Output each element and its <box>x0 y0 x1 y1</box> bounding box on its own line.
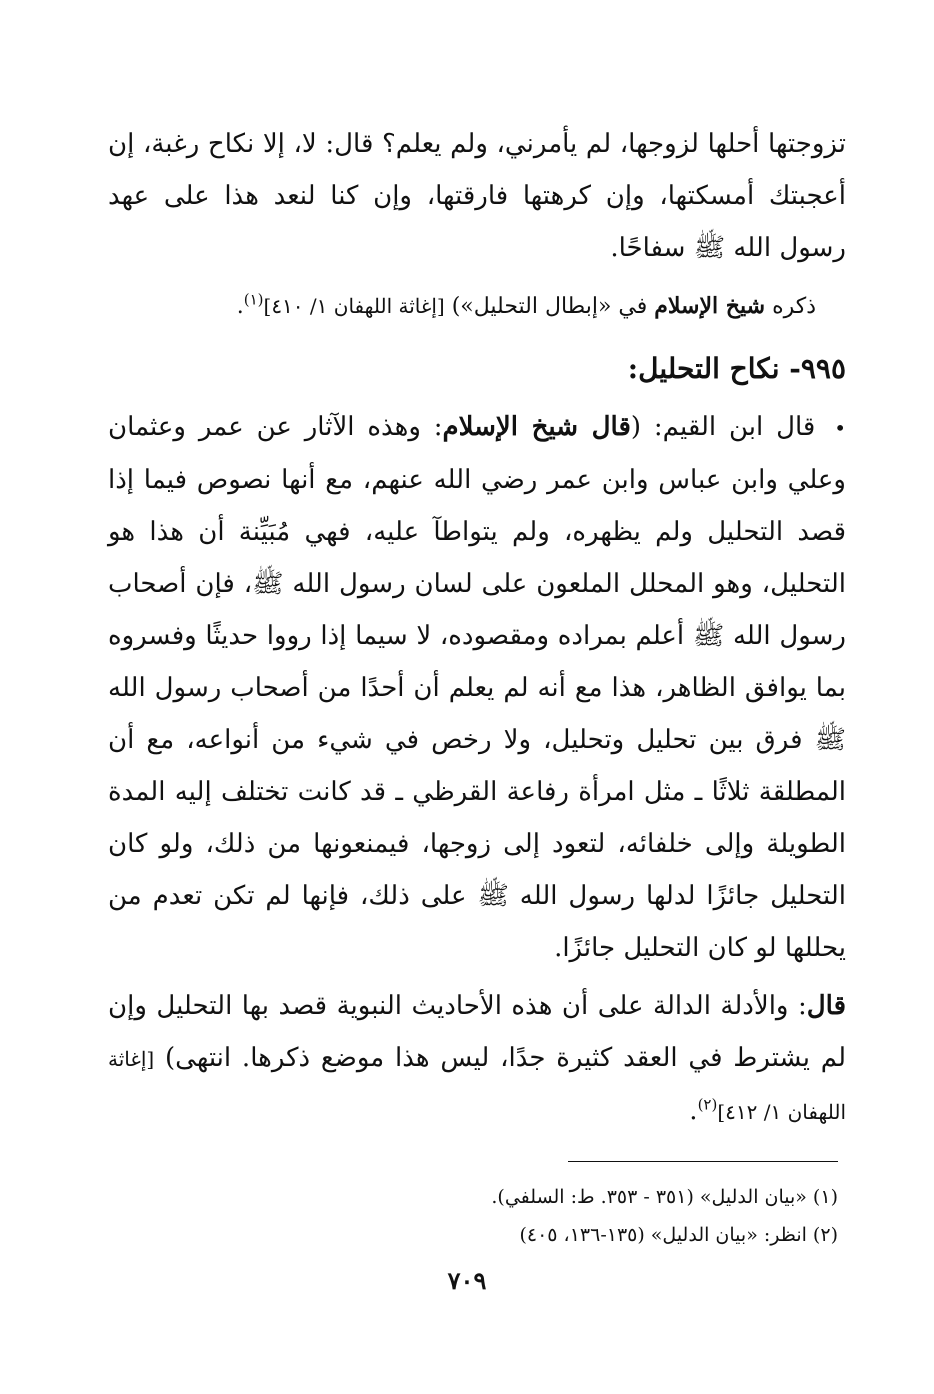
paragraph-main-bold: قال شيخ الإسلام <box>442 412 631 442</box>
paragraph-closing-bold: قال <box>806 991 846 1021</box>
citation-reference: [إغاثة اللهفان ١/ ٤١٠] <box>263 294 445 318</box>
footnote-1: (١) «بيان الدليل» (٣٥١ - ٣٥٣. ط: السلفي). <box>491 1186 838 1208</box>
citation-prefix: ذكره <box>772 294 816 319</box>
footnote-marker-1: (١) <box>243 290 264 309</box>
footnotes <box>108 1178 838 1254</box>
paragraph-main-text: : وهذه الآثار عن عمر وعثمان وعلي وابن عباس وابن عمر رضي الله عنهم، مع أنها نصوص فيما إذا قصد التحليل ولم يظهره، ولم يتواطآ عليه، فهي مُبَيِّنة أن هذا هو التحليل، وهو المحلل الملعون على لسان رسول الله ﷺ، فإن أصحاب رسول الله ﷺ أعلم بمراده ومقصوده، لا سيما إذا رووا حديثًا وفسروه بما يوافق الظاهر، هذا مع أنه لم يعلم أن أحدًا من أصحاب رسول الله ﷺ فرق بين تحليل وتحليل، ولا رخص في شيء من أنواعه، مع أن المطلقة ثلاثًا ـ مثل امرأة رفاعة القرظي ـ قد كانت تختلف إليه المدة الطويلة وإلى خلفائه، لتعود إلى زوجها، فيمنعونها من ذلك، ولو كان التحليل جائزًا لدلها رسول الله ﷺ على ذلك، فإنها لم تكن تعدم من يحللها لو كان التحليل جائزًا. <box>108 412 846 963</box>
closing-end: . <box>689 1096 698 1126</box>
citation-bold-name: شيخ الإسلام <box>654 293 766 319</box>
paragraph-main <box>108 401 846 974</box>
page-body <box>108 118 846 1144</box>
paragraph-opening-text: تزوجتها أحلها لزوجها، لم يأمرني، ولم يعلم؟ قال: لا، إلا نكاح رغبة، إن أعجبتك أمسكتها، وإن كرهتها فارقتها، وإن كنا لنعد هذا على عهد رسول الله ﷺ سفاحًا. <box>108 129 846 263</box>
page-number: ٧٠٩ <box>447 1266 487 1295</box>
section-title: نكاح التحليل: <box>627 352 780 385</box>
paragraph-closing-text: : والأدلة الدالة على أن هذه الأحاديث النبوية قصد بها التحليل وإن لم يشترط في العقد كثيرة جدًا، ليس هذا موضع ذكرها. انتهى) <box>108 991 847 1073</box>
section-number: ٩٩٥ <box>800 352 846 385</box>
bullet-icon: • <box>834 416 846 440</box>
section-heading <box>108 343 846 395</box>
closing-reference: [إغاثة اللهفان ١/ ٤١٢] <box>108 1047 846 1124</box>
citation-line <box>108 280 846 333</box>
section-dash: - <box>789 352 801 385</box>
citation-end: . <box>236 294 244 319</box>
footnote-marker-2: (٢) <box>697 1095 718 1114</box>
paragraph-opening <box>108 118 846 274</box>
citation-middle: في «إبطال التحليل») <box>451 294 648 319</box>
paragraph-closing <box>108 980 846 1138</box>
footnote-divider <box>568 1161 838 1162</box>
paragraph-main-prefix: قال ابن القيم: ( <box>630 412 816 442</box>
footnote-2: (٢) انظر: «بيان الدليل» (١٣٥-١٣٦، ٤٠٥) <box>519 1224 838 1246</box>
